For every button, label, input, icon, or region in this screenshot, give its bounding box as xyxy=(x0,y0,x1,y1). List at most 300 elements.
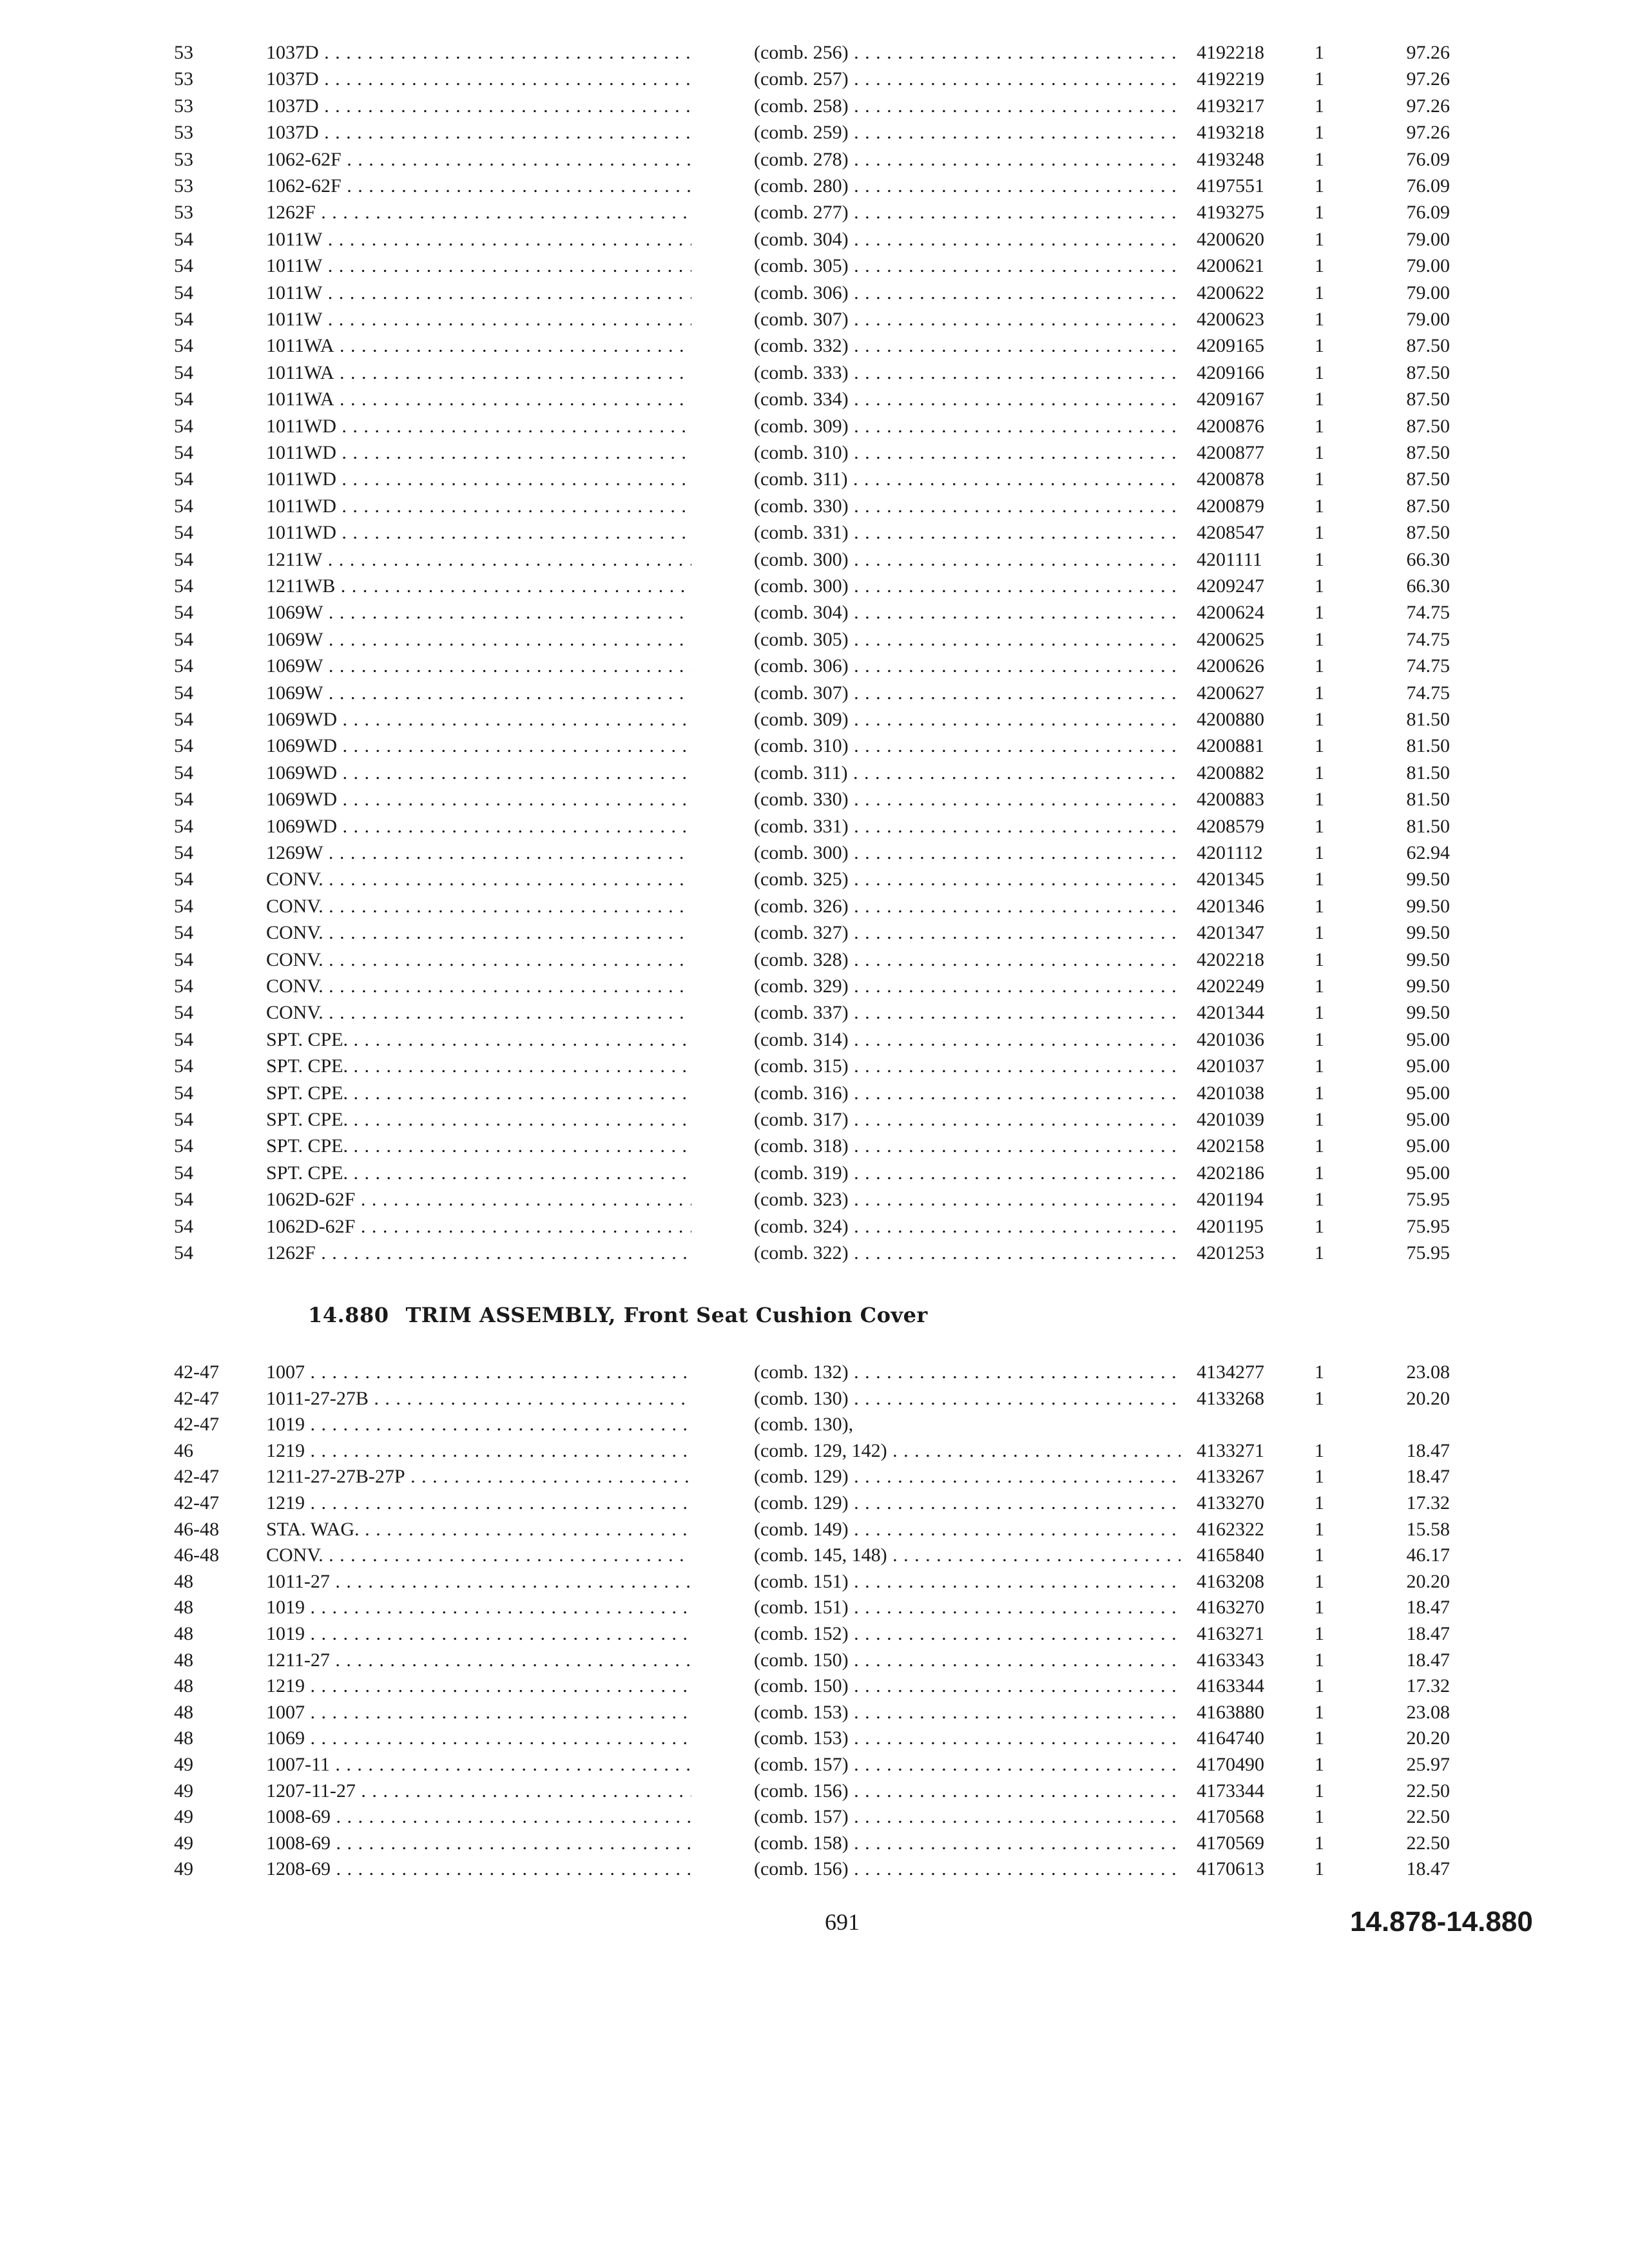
quantity-cell: 1 xyxy=(1315,1544,1324,1566)
table-row xyxy=(0,1856,1629,1882)
comb-cell: (comb. 278) . . . xyxy=(754,147,1181,173)
model-cell: 1062D-62F . . . xyxy=(266,1187,691,1213)
model-cell: 1019 . . . xyxy=(266,1621,691,1647)
table-row xyxy=(0,520,1629,546)
quantity-cell: 1 xyxy=(1315,122,1324,144)
year-cell: 54 xyxy=(174,548,193,570)
page-number: 691 xyxy=(825,1909,860,1935)
table-row xyxy=(0,66,1629,92)
year-cell: 53 xyxy=(174,175,193,197)
part-number-cell: 4208547 xyxy=(1197,522,1264,544)
price-cell: 99.50 xyxy=(1406,922,1450,944)
model-cell: CONV. . . . xyxy=(266,894,691,919)
price-cell: 95.00 xyxy=(1406,1028,1450,1050)
table-row xyxy=(0,653,1629,679)
quantity-cell: 1 xyxy=(1315,1701,1324,1723)
part-number-cell: 4163880 xyxy=(1197,1701,1264,1723)
comb-cell: (comb. 330) . . . xyxy=(754,494,1181,519)
price-cell: 79.00 xyxy=(1406,255,1450,277)
page-range: 14.878-14.880 xyxy=(1350,1906,1533,1937)
quantity-cell: 1 xyxy=(1315,1135,1324,1157)
model-cell: 1011W . . . xyxy=(266,253,691,279)
comb-cell: (comb. 150) . . . xyxy=(754,1673,1181,1699)
part-number-cell: 4170568 xyxy=(1197,1806,1264,1828)
price-cell: 15.58 xyxy=(1406,1518,1450,1540)
table-row xyxy=(0,1187,1629,1213)
model-cell: 1262F . . . xyxy=(266,200,691,226)
price-cell: 79.00 xyxy=(1406,228,1450,250)
quantity-cell: 1 xyxy=(1315,735,1324,757)
price-cell: 76.09 xyxy=(1406,148,1450,170)
price-cell: 87.50 xyxy=(1406,361,1450,383)
comb-cell: (comb. 315) . . . xyxy=(754,1053,1181,1079)
quantity-cell: 1 xyxy=(1315,842,1324,863)
table-row xyxy=(0,1107,1629,1133)
table-row xyxy=(0,253,1629,279)
part-number-cell: 4163271 xyxy=(1197,1623,1264,1644)
price-cell: 46.17 xyxy=(1406,1544,1450,1566)
part-number-cell: 4200620 xyxy=(1197,228,1264,250)
comb-cell: (comb. 323) . . . xyxy=(754,1187,1181,1213)
model-cell: 1011W . . . xyxy=(266,280,691,306)
table-row xyxy=(0,1725,1629,1751)
comb-cell: (comb. 310) . . . xyxy=(754,440,1181,466)
price-cell: 97.26 xyxy=(1406,95,1450,117)
comb-cell: (comb. 259) . . . xyxy=(754,120,1181,146)
comb-cell: (comb. 305) . . . xyxy=(754,627,1181,653)
model-cell: 1011-27 . . . xyxy=(266,1569,691,1595)
comb-cell: (comb. 337) . . . xyxy=(754,1000,1181,1026)
price-cell: 20.20 xyxy=(1406,1387,1450,1409)
table-row xyxy=(0,707,1629,733)
model-cell: SPT. CPE. . . . xyxy=(266,1053,691,1079)
part-number-cell: 4201037 xyxy=(1197,1055,1264,1077)
price-cell: 81.50 xyxy=(1406,735,1450,757)
quantity-cell: 1 xyxy=(1315,1832,1324,1854)
table-row xyxy=(0,680,1629,706)
quantity-cell: 1 xyxy=(1315,1858,1324,1880)
quantity-cell: 1 xyxy=(1315,255,1324,277)
model-cell: SPT. CPE. . . . xyxy=(266,1081,691,1106)
table-row xyxy=(0,1438,1629,1464)
comb-cell: (comb. 318) . . . xyxy=(754,1133,1181,1159)
price-cell: 97.26 xyxy=(1406,68,1450,90)
price-cell: 81.50 xyxy=(1406,709,1450,730)
quantity-cell: 1 xyxy=(1315,148,1324,170)
part-number-cell: 4133270 xyxy=(1197,1492,1264,1514)
table-row xyxy=(0,333,1629,359)
comb-cell: (comb. 151) . . . xyxy=(754,1569,1181,1595)
comb-cell: (comb. 332) . . . xyxy=(754,333,1181,359)
comb-cell: (comb. 156) . . . xyxy=(754,1856,1181,1882)
quantity-cell: 1 xyxy=(1315,1466,1324,1488)
model-cell: 1037D . . . xyxy=(266,40,691,66)
quantity-cell: 1 xyxy=(1315,1361,1324,1383)
price-cell: 97.26 xyxy=(1406,42,1450,63)
table-row xyxy=(0,1542,1629,1568)
price-cell: 20.20 xyxy=(1406,1727,1450,1749)
year-cell: 54 xyxy=(174,309,193,330)
comb-cell: (comb. 156) . . . xyxy=(754,1778,1181,1804)
price-cell: 87.50 xyxy=(1406,522,1450,544)
comb-cell: (comb. 158) . . . xyxy=(754,1831,1181,1856)
part-number-cell: 4165840 xyxy=(1197,1544,1264,1566)
price-cell: 99.50 xyxy=(1406,948,1450,970)
comb-cell: (comb. 300) . . . xyxy=(754,840,1181,866)
year-cell: 54 xyxy=(174,1055,193,1077)
quantity-cell: 1 xyxy=(1315,468,1324,490)
part-number-cell: 4209167 xyxy=(1197,389,1264,410)
part-number-cell: 4193217 xyxy=(1197,95,1264,117)
comb-cell: (comb. 150) . . . xyxy=(754,1648,1181,1673)
quantity-cell: 1 xyxy=(1315,628,1324,650)
quantity-cell: 1 xyxy=(1315,975,1324,997)
price-cell: 87.50 xyxy=(1406,335,1450,357)
price-cell: 87.50 xyxy=(1406,389,1450,410)
year-cell: 46 xyxy=(174,1439,193,1461)
price-cell: 23.08 xyxy=(1406,1361,1450,1383)
model-cell: 1069WD . . . xyxy=(266,787,691,812)
year-cell: 53 xyxy=(174,202,193,224)
price-cell: 81.50 xyxy=(1406,815,1450,837)
table-row xyxy=(0,1000,1629,1026)
price-cell: 74.75 xyxy=(1406,682,1450,704)
year-cell: 54 xyxy=(174,655,193,677)
price-cell: 20.20 xyxy=(1406,1570,1450,1592)
table-row xyxy=(0,1053,1629,1079)
model-cell: 1011WD . . . xyxy=(266,494,691,519)
price-cell: 17.32 xyxy=(1406,1675,1450,1697)
model-cell: 1062-62F . . . xyxy=(266,147,691,173)
model-cell: 1207-11-27 . . . xyxy=(266,1778,691,1804)
model-cell: 1011W . . . xyxy=(266,227,691,253)
table-row xyxy=(0,307,1629,332)
year-cell: 54 xyxy=(174,335,193,357)
quantity-cell: 1 xyxy=(1315,1780,1324,1802)
model-cell: 1069W . . . xyxy=(266,680,691,706)
quantity-cell: 1 xyxy=(1315,1002,1324,1024)
price-cell: 95.00 xyxy=(1406,1162,1450,1184)
year-cell: 54 xyxy=(174,1082,193,1104)
year-cell: 54 xyxy=(174,1162,193,1184)
comb-cell: (comb. 334) . . . xyxy=(754,387,1181,412)
quantity-cell: 1 xyxy=(1315,548,1324,570)
table-row xyxy=(0,920,1629,946)
part-number-cell: 4201195 xyxy=(1197,1215,1264,1237)
model-cell: STA. WAG. . . . xyxy=(266,1517,691,1542)
price-cell: 75.95 xyxy=(1406,1215,1450,1237)
year-cell: 46-48 xyxy=(174,1518,219,1540)
year-cell: 54 xyxy=(174,361,193,383)
year-cell: 54 xyxy=(174,1242,193,1264)
year-cell: 49 xyxy=(174,1806,193,1828)
price-cell: 18.47 xyxy=(1406,1466,1450,1488)
price-cell: 87.50 xyxy=(1406,495,1450,517)
model-cell: 1019 . . . xyxy=(266,1412,691,1437)
quantity-cell: 1 xyxy=(1315,1597,1324,1619)
model-cell: 1219 . . . xyxy=(266,1438,691,1464)
part-number-cell: 4200624 xyxy=(1197,602,1264,624)
part-number-cell: 4200879 xyxy=(1197,495,1264,517)
comb-cell: (comb. 149) . . . xyxy=(754,1517,1181,1542)
model-cell: 1037D . . . xyxy=(266,66,691,92)
table-row xyxy=(0,1673,1629,1699)
price-cell: 95.00 xyxy=(1406,1135,1450,1157)
part-number-cell: 4200625 xyxy=(1197,628,1264,650)
part-number-cell: 4163270 xyxy=(1197,1597,1264,1619)
year-cell: 42-47 xyxy=(174,1361,219,1383)
comb-cell: (comb. 306) . . . xyxy=(754,653,1181,679)
year-cell: 54 xyxy=(174,282,193,303)
part-number-cell: 4200627 xyxy=(1197,682,1264,704)
quantity-cell: 1 xyxy=(1315,1492,1324,1514)
part-number-cell: 4202158 xyxy=(1197,1135,1264,1157)
table-row xyxy=(0,1360,1629,1385)
comb-cell: (comb. 319) . . . xyxy=(754,1160,1181,1186)
year-cell: 53 xyxy=(174,42,193,63)
table-row xyxy=(0,360,1629,386)
year-cell: 54 xyxy=(174,442,193,463)
table-row xyxy=(0,760,1629,786)
quantity-cell: 1 xyxy=(1315,1189,1324,1211)
year-cell: 54 xyxy=(174,1002,193,1024)
table-row xyxy=(0,40,1629,66)
table-row xyxy=(0,1831,1629,1856)
table-row xyxy=(0,1648,1629,1673)
year-cell: 54 xyxy=(174,1189,193,1211)
part-number-cell: 4173344 xyxy=(1197,1780,1264,1802)
model-cell: CONV. . . . xyxy=(266,920,691,946)
year-cell: 54 xyxy=(174,1028,193,1050)
model-cell: 1011WD . . . xyxy=(266,414,691,439)
model-cell: 1011WD . . . xyxy=(266,440,691,466)
model-cell: 1069WD . . . xyxy=(266,707,691,733)
quantity-cell: 1 xyxy=(1315,68,1324,90)
year-cell: 42-47 xyxy=(174,1492,219,1514)
part-number-cell: 4201347 xyxy=(1197,922,1264,944)
table-row xyxy=(0,147,1629,173)
year-cell: 48 xyxy=(174,1623,193,1644)
table-row xyxy=(0,1517,1629,1542)
year-cell: 48 xyxy=(174,1597,193,1619)
price-cell: 99.50 xyxy=(1406,895,1450,917)
model-cell: 1211-27-27B-27P . . . xyxy=(266,1464,691,1490)
comb-cell: (comb. 329) . . . xyxy=(754,974,1181,999)
table-row xyxy=(0,227,1629,253)
part-number-cell: 4200626 xyxy=(1197,655,1264,677)
price-cell: 75.95 xyxy=(1406,1189,1450,1211)
table-row xyxy=(0,1240,1629,1266)
table-row xyxy=(0,1464,1629,1490)
model-cell: 1007-11 . . . xyxy=(266,1752,691,1778)
table-row xyxy=(0,1621,1629,1647)
table-row xyxy=(0,1752,1629,1778)
comb-cell: (comb. 129) . . . xyxy=(754,1490,1181,1516)
price-cell: 81.50 xyxy=(1406,789,1450,811)
comb-cell: (comb. 152) . . . xyxy=(754,1621,1181,1647)
table-row xyxy=(0,787,1629,812)
model-cell: 1069W . . . xyxy=(266,627,691,653)
model-cell: 1211WB . . . xyxy=(266,573,691,599)
comb-cell: (comb. 311) . . . xyxy=(754,760,1181,786)
price-cell: 23.08 xyxy=(1406,1701,1450,1723)
comb-cell: (comb. 153) . . . xyxy=(754,1725,1181,1751)
comb-cell: (comb. 257) . . . xyxy=(754,66,1181,92)
comb-cell: (comb. 331) . . . xyxy=(754,520,1181,546)
year-cell: 46-48 xyxy=(174,1544,219,1566)
model-cell: SPT. CPE. . . . xyxy=(266,1160,691,1186)
model-cell: 1062-62F . . . xyxy=(266,173,691,199)
year-cell: 53 xyxy=(174,68,193,90)
year-cell: 54 xyxy=(174,389,193,410)
price-cell: 87.50 xyxy=(1406,442,1450,463)
table-row xyxy=(0,1412,1629,1437)
model-cell: 1262F . . . xyxy=(266,1240,691,1266)
model-cell: 1019 . . . xyxy=(266,1595,691,1620)
comb-cell: (comb. 326) . . . xyxy=(754,894,1181,919)
section-heading xyxy=(308,1303,928,1327)
quantity-cell: 1 xyxy=(1315,682,1324,704)
quantity-cell: 1 xyxy=(1315,1675,1324,1697)
table-row xyxy=(0,200,1629,226)
year-cell: 54 xyxy=(174,415,193,437)
year-cell: 49 xyxy=(174,1858,193,1880)
model-cell: 1011WA . . . xyxy=(266,387,691,412)
part-number-cell: 4163208 xyxy=(1197,1570,1264,1592)
model-cell: CONV. . . . xyxy=(266,1542,691,1568)
part-number-cell: 4170613 xyxy=(1197,1858,1264,1880)
year-cell: 54 xyxy=(174,948,193,970)
quantity-cell: 1 xyxy=(1315,1215,1324,1237)
year-cell: 54 xyxy=(174,495,193,517)
model-cell: CONV. . . . xyxy=(266,867,691,892)
part-number-cell: 4201112 xyxy=(1197,842,1263,863)
table-row xyxy=(0,414,1629,439)
comb-cell: (comb. 304) . . . xyxy=(754,600,1181,626)
part-number-cell: 4192218 xyxy=(1197,42,1264,63)
year-cell: 54 xyxy=(174,522,193,544)
price-cell: 87.50 xyxy=(1406,415,1450,437)
model-cell: 1069 . . . xyxy=(266,1725,691,1751)
price-cell: 81.50 xyxy=(1406,762,1450,783)
price-cell: 79.00 xyxy=(1406,309,1450,330)
year-cell: 54 xyxy=(174,869,193,890)
comb-cell: (comb. 306) . . . xyxy=(754,280,1181,306)
table-row xyxy=(0,814,1629,840)
table-row xyxy=(0,1386,1629,1412)
model-cell: 1069WD . . . xyxy=(266,733,691,759)
part-number-cell: 4193218 xyxy=(1197,122,1264,144)
part-number-cell: 4200880 xyxy=(1197,709,1264,730)
quantity-cell: 1 xyxy=(1315,228,1324,250)
comb-cell: (comb. 333) . . . xyxy=(754,360,1181,386)
model-cell: 1011-27-27B . . . xyxy=(266,1386,691,1412)
year-cell: 42-47 xyxy=(174,1414,219,1436)
price-cell: 22.50 xyxy=(1406,1780,1450,1802)
quantity-cell: 1 xyxy=(1315,361,1324,383)
quantity-cell: 1 xyxy=(1315,789,1324,811)
part-number-cell: 4201036 xyxy=(1197,1028,1264,1050)
quantity-cell: 1 xyxy=(1315,869,1324,890)
comb-cell: (comb. 129) . . . xyxy=(754,1464,1181,1490)
model-cell: 1062D-62F . . . xyxy=(266,1214,691,1240)
model-cell: 1069WD . . . xyxy=(266,760,691,786)
comb-cell: (comb. 151) . . . xyxy=(754,1595,1181,1620)
comb-cell: (comb. 277) . . . xyxy=(754,200,1181,226)
part-number-cell: 4202249 xyxy=(1197,975,1264,997)
year-cell: 54 xyxy=(174,789,193,811)
year-cell: 53 xyxy=(174,95,193,117)
quantity-cell: 1 xyxy=(1315,1518,1324,1540)
comb-cell: (comb. 280) . . . xyxy=(754,173,1181,199)
comb-cell: (comb. 307) . . . xyxy=(754,680,1181,706)
part-number-cell: 4162322 xyxy=(1197,1518,1264,1540)
year-cell: 42-47 xyxy=(174,1466,219,1488)
price-cell: 79.00 xyxy=(1406,282,1450,303)
part-number-cell: 4201111 xyxy=(1197,548,1262,570)
part-number-cell: 4193248 xyxy=(1197,148,1264,170)
comb-cell: (comb. 132) . . . xyxy=(754,1360,1181,1385)
quantity-cell: 1 xyxy=(1315,389,1324,410)
comb-cell: (comb. 310) . . . xyxy=(754,733,1181,759)
comb-cell: (comb. 314) . . . xyxy=(754,1027,1181,1053)
price-cell: 74.75 xyxy=(1406,628,1450,650)
comb-cell: (comb. 157) . . . xyxy=(754,1804,1181,1830)
comb-cell: (comb. 304) . . . xyxy=(754,227,1181,253)
model-cell: 1011WD . . . xyxy=(266,520,691,546)
part-number-cell: 4209166 xyxy=(1197,361,1264,383)
model-cell: 1008-69 . . . xyxy=(266,1804,691,1830)
year-cell: 48 xyxy=(174,1675,193,1697)
comb-cell: (comb. 317) . . . xyxy=(754,1107,1181,1133)
year-cell: 54 xyxy=(174,1215,193,1237)
quantity-cell: 1 xyxy=(1315,1623,1324,1644)
model-cell: 1011WA . . . xyxy=(266,333,691,359)
comb-cell: (comb. 330) . . . xyxy=(754,787,1181,812)
comb-cell: (comb. 316) . . . xyxy=(754,1081,1181,1106)
comb-cell: (comb. 325) . . . xyxy=(754,867,1181,892)
part-number-cell: 4200621 xyxy=(1197,255,1264,277)
year-cell: 54 xyxy=(174,709,193,730)
comb-cell: (comb. 331) . . . xyxy=(754,814,1181,840)
price-cell: 99.50 xyxy=(1406,869,1450,890)
table-row xyxy=(0,120,1629,146)
model-cell: 1011W . . . xyxy=(266,307,691,332)
quantity-cell: 1 xyxy=(1315,1109,1324,1130)
quantity-cell: 1 xyxy=(1315,495,1324,517)
year-cell: 54 xyxy=(174,682,193,704)
part-number-cell: 4201345 xyxy=(1197,869,1264,890)
table-row xyxy=(0,466,1629,492)
price-cell: 99.50 xyxy=(1406,975,1450,997)
model-cell: CONV. . . . xyxy=(266,974,691,999)
model-cell: 1211W . . . xyxy=(266,547,691,573)
year-cell: 54 xyxy=(174,815,193,837)
year-cell: 48 xyxy=(174,1570,193,1592)
quantity-cell: 1 xyxy=(1315,1162,1324,1184)
price-cell: 74.75 xyxy=(1406,602,1450,624)
model-cell: CONV. . . . xyxy=(266,1000,691,1026)
quantity-cell: 1 xyxy=(1315,309,1324,330)
part-number-cell: 4201344 xyxy=(1197,1002,1264,1024)
table-row xyxy=(0,387,1629,412)
quantity-cell: 1 xyxy=(1315,282,1324,303)
model-cell: 1219 . . . xyxy=(266,1490,691,1516)
model-cell: 1211-27 . . . xyxy=(266,1648,691,1673)
model-cell: 1269W . . . xyxy=(266,840,691,866)
model-cell: 1007 . . . xyxy=(266,1360,691,1385)
table-row xyxy=(0,573,1629,599)
